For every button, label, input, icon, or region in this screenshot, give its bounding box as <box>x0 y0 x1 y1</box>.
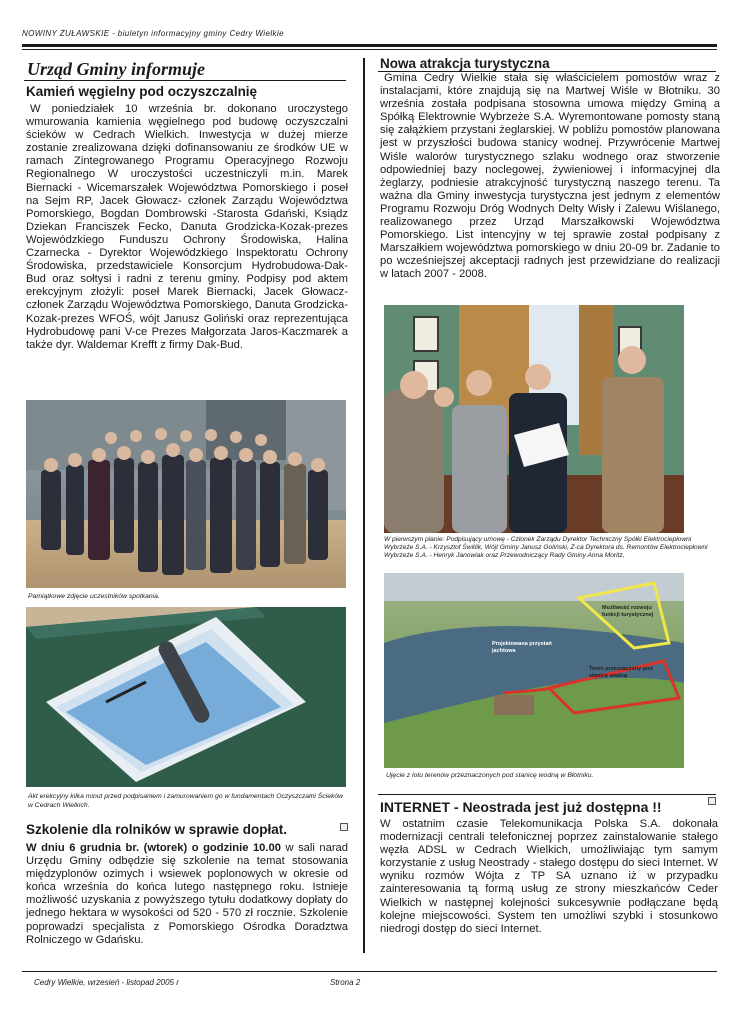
article-body-kamien: W poniedziałek 10 września br. dokonano uroczystego wmurowania kamienia węgielnego pod budowę oczyszczalni ścieków w Cedrach Wielkich. Inwestycja w dużej mierze zostanie zrealizowana dzięki dofinansowaniu ze środków UE w ramach Zintegrowanego Programu Operacyjnego Rozwoju Regionalnego W uroczystości uczestniczyli m.in. Marek Biernacki - Wicemarszałek Województwa Pomorskiego i poseł na Sejm RP, Jacek Głowacz- członek Zarządu Województwa Pomorskiego, Bogdan Dombrowski -Starosta Gdański, Ksiądz Dziekan Franciszek Fecko, Danuta Grodzicka-Kozak-prezes Wojewódzkiego Funduszu Ochrony Środowiska, Halina Czarnecka - Dyrektor Wojewódzkiego Inspektoratu Ochrony Środowiska, przedstawiciele Konsorcjum Hydrobudowa-Dak-Bud oraz sołtysi i radni z terenu gminy. Podpisy pod aktem erekcyjnym złożyli: poseł Marek Biernacki, Jacek Głowacz- członek Zarządu Województwa Pomorskiego, Danuta Grodzicka-Kozak-prezes WFOŚ, wójt Janusz Goliński oraz reprezentująca Hydrobudowę pani V-ce Prezes Małgorzata Jaros-Kaczmarek a także dyr. Waldemar Krefft z firmy Dak-Bud. <box>26 103 348 351</box>
section-rule <box>24 80 346 81</box>
square-bullet-icon <box>708 797 716 805</box>
photo-aerial-blotnik <box>384 573 684 768</box>
square-bullet-icon <box>340 823 348 831</box>
page-number: Strona 2 <box>330 978 361 987</box>
photo-caption-foundation-act: Akt erekcyjny kilka minut przed podpisaniem i zamurowaniem go w fundamentach Oczyszczalni Ścieków w Cedrach Wielkich. <box>28 793 344 809</box>
article-heading-kamien: Kamień węgielny pod oczyszczalnię <box>26 84 258 99</box>
article-body-internet: W ostatnim czasie Telekomunikacja Polska S.A. dokonała modernizacji centrali telefonicznej poprzez zainstalowanie stałego węzła ADSL w Cedrach Wielkich, umożliwiając tym samym korzystanie z usług Neostrady - stałego dostępu do sieci Internet. W wyniku rozmów Wójta z TP SA uznano iż w przypadku zainteresowania tą formą usług ze strony mieszkańców Ceder Wielkich w następnej kolejności sukcesywnie podłączane będą kolejne miejscowości. System ten umożliwi szybki i stosunkowo niedrogi dostęp do sieci Internet. <box>380 818 718 935</box>
header-rule-thick <box>22 44 717 47</box>
article-heading-atrakcja: Nowa atrakcja turystyczna <box>380 56 550 71</box>
map-label-marina: Projektowana przystań jachtowa <box>492 641 552 654</box>
article-heading-internet: INTERNET - Neostrada jest już dostępna !! <box>380 799 662 815</box>
photo-group-participants <box>26 400 346 588</box>
footer-date: Cedry Wielkie, wrzesień - listopad 2005 r <box>34 978 179 987</box>
article-heading-szkolenie: Szkolenie dla rolników w sprawie dopłat. <box>26 822 288 837</box>
bulletin-header: NOWINY ŻUŁAWSKIE - biuletyn informacyjny gminy Cedry Wielkie <box>22 29 284 38</box>
training-body-text: w sali narad Urzędu Gminy odbędzie się szkolenie na temat stosowania międzyplonów ozimych i wsiewek poplonowych w okresie od końca września do końca lutego następnego roku. Istnieje możliwość uzyskania z powyższego tytułu dodatkowy dopłaty do jednego hektara w wysokości od 520 - 570 zł rocznie. Szkolenie poprowadzi specjalista z Pomorskiego Ośrodka Doradztwa Rolniczego w Gdańsku. <box>26 842 348 946</box>
photo-caption-aerial: Ujęcie z lotu terenów przeznaczonych pod stanicę wodną w Błotniku. <box>386 772 594 779</box>
section-title: Urząd Gminy informuje <box>27 59 206 79</box>
article-body-atrakcja: Gmina Cedry Wielkie stała się właścicielem pomostów wraz z instalacjami, które znajdują się na Martwej Wiśle w Błotniku. 30 września została podpisana stosowna umowa między Gminą a Spółką Elektrownie Wybrzeże S.A. Wyremontowane pomosty staną się załążkiem przystani żeglarskiej. W pobliżu pomostów planowana jest w przyszłości budowa stanicy wodnej. Przywrócenie Martwej Wiśle walorów turystycznego szlaku wodnego oraz stworzenie odpowiedniej bazy noclegowej, żywieniowej i informacyjnej dla żeglarzy, podniesie atrakcyjność turystyczną naszego terenu. Ta ważna dla Gminy inwestycja turystyczna jest jednym z elementów Programu Rozwoju Dróg Wodnych Delty Wisły i Zalewu Wiślanego, realizowanego przez Urząd Marszałkowski Województwa Pomorskiego. List intencyjny w tej sprawie został podpisany z Marszałkiem województwa pomorskiego w dniu 20-09 br. Zadanie to po wcześniejszej akceptacji radnych jest przewidziane do realizacji w latach 2007 - 2008. <box>380 72 720 281</box>
header-rule-thin <box>22 49 717 50</box>
photo-contract-signing <box>384 305 684 533</box>
footer-rule <box>22 971 717 972</box>
article-rule-internet <box>378 794 716 795</box>
article-body-szkolenie <box>26 842 348 947</box>
map-label-water-station: Teren przeznaczony pod stanicę wodną <box>589 666 653 679</box>
column-divider <box>363 58 365 953</box>
training-date-lead: W dniu 6 grudnia br. (wtorek) o godzinie 10.00 <box>26 842 281 854</box>
photo-foundation-act <box>26 607 346 787</box>
map-label-tourism: Możliwość rozwoju funkcji turystycznej <box>602 605 654 618</box>
photo-caption-contract-signing: W pierwszym planie: Podpisujący umowę - Członek Zarządu Dyrektor Techniczny Spółki Elektrociepłowni Wybrzeże S.A. - Krzysztof Świtlik, Wójt Gminy Janusz Goliński, Z-ca Dyrektora ds. Remontów Elektrociepłowni Wybrzeże S.A. - Henryk Janowiak oraz Przewodniczący Rady Gminy Anna Moritz, <box>384 536 708 560</box>
photo-caption-participants: Pamiątkowe zdjęcie uczestników spotkania. <box>28 593 160 600</box>
